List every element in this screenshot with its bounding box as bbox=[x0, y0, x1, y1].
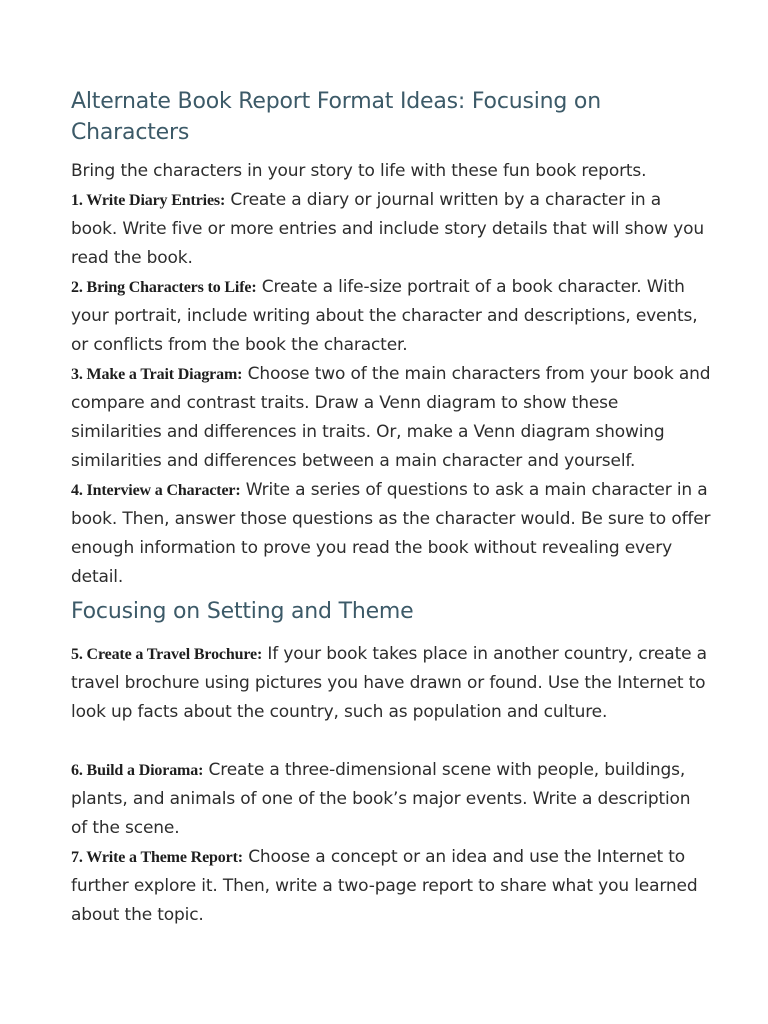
item-lead: 1. Write Diary Entries: bbox=[71, 192, 226, 209]
item-text: Create a diary or journal written by a character in a book. Write five or more entries and include story details that will show you read the book. bbox=[71, 190, 704, 268]
list-item bbox=[71, 476, 711, 592]
list-item bbox=[71, 186, 711, 273]
item-text: Create a life-size portrait of a book character. With your portrait, include writing about the character and descriptions, events, or conflicts from the book the character. bbox=[71, 277, 698, 355]
heading-setting-theme: Focusing on Setting and Theme bbox=[71, 599, 414, 624]
item-lead: 4. Interview a Character: bbox=[71, 482, 241, 499]
item-text: Choose a concept or an idea and use the Internet to further explore it. Then, write a two-page report to share what you learned about the topic. bbox=[71, 847, 698, 925]
item-lead: 6. Build a Diorama: bbox=[71, 762, 204, 779]
document-page bbox=[71, 86, 711, 930]
list-item bbox=[71, 360, 711, 476]
list-item bbox=[71, 273, 711, 360]
item-text: Choose two of the main characters from your book and compare and contrast traits. Draw a Venn diagram to show these similarities and differences in traits. Or, make a Venn diagram showing similarities and differences between a main character and yourself. bbox=[71, 364, 711, 471]
list-item bbox=[71, 756, 711, 843]
list-item bbox=[71, 640, 711, 727]
item-lead: 3. Make a Trait Diagram: bbox=[71, 366, 243, 383]
item-text: Create a three-dimensional scene with people, buildings, plants, and animals of one of the book’s major events. Write a description of the scene. bbox=[71, 760, 691, 838]
item-text: If your book takes place in another country, create a travel brochure using pictures you have drawn or found. Use the Internet to look up facts about the country, such as population and culture. bbox=[71, 644, 707, 722]
item-lead: 7. Write a Theme Report: bbox=[71, 849, 243, 866]
heading-characters: Alternate Book Report Format Ideas: Focusing on Characters bbox=[71, 89, 601, 145]
item-text: Write a series of questions to ask a main character in a book. Then, answer those questions as the character would. Be sure to offer enough information to prove you read the book without revealing every detail. bbox=[71, 480, 711, 587]
item-lead: 2. Bring Characters to Life: bbox=[71, 279, 257, 296]
list-item bbox=[71, 843, 711, 930]
intro-paragraph: Bring the characters in your story to life with these fun book reports. bbox=[71, 161, 647, 181]
item-lead: 5. Create a Travel Brochure: bbox=[71, 646, 263, 663]
